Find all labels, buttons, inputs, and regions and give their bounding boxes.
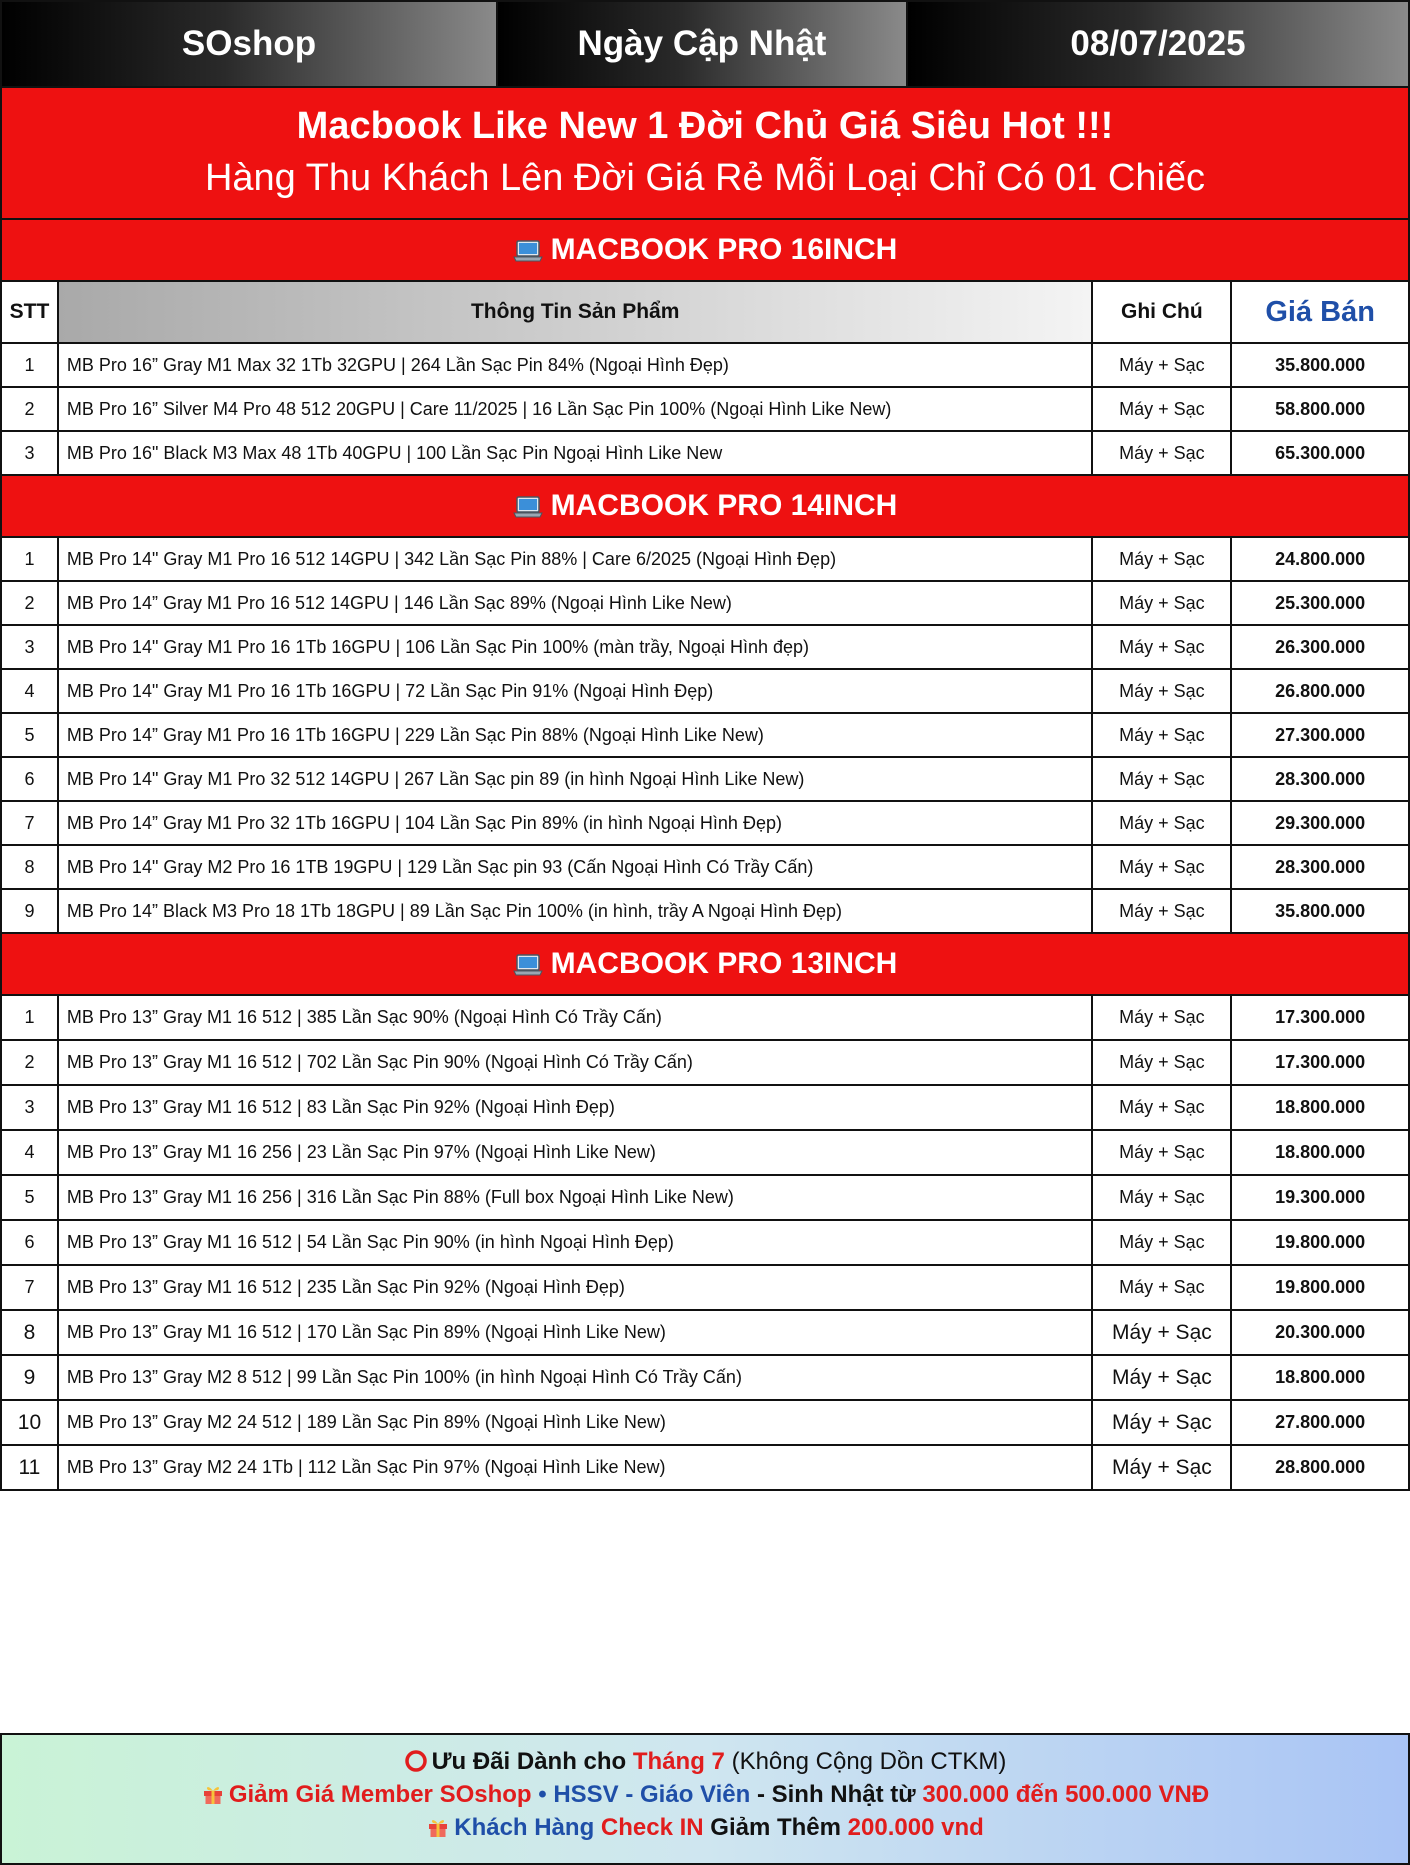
product-note: Máy + Sạc bbox=[1093, 344, 1232, 386]
table-row bbox=[0, 1401, 1410, 1446]
product-price: 35.800.000 bbox=[1232, 890, 1410, 932]
table-row bbox=[0, 1221, 1410, 1266]
product-note: Máy + Sạc bbox=[1093, 432, 1232, 474]
row-index: 4 bbox=[2, 1131, 59, 1174]
product-note: Máy + Sạc bbox=[1093, 758, 1232, 800]
promo-footer bbox=[0, 1733, 1410, 1865]
table-row bbox=[0, 714, 1410, 758]
section-title: MACBOOK PRO 14INCH bbox=[550, 489, 898, 522]
product-note: Máy + Sạc bbox=[1093, 890, 1232, 932]
product-price: 19.800.000 bbox=[1232, 1266, 1410, 1309]
table-row bbox=[0, 344, 1410, 388]
banner-headline: Macbook Like New 1 Đời Chủ Giá Siêu Hot !!! bbox=[296, 105, 1114, 147]
table-row bbox=[0, 1356, 1410, 1401]
row-index: 1 bbox=[2, 996, 59, 1039]
product-note: Máy + Sạc bbox=[1093, 1176, 1232, 1219]
product-info: MB Pro 14" Gray M1 Pro 16 1Tb 16GPU | 106 Lần Sạc Pin 100% (màn trầy, Ngoại Hình đẹp) bbox=[59, 626, 1094, 668]
laptop-icon bbox=[513, 240, 543, 262]
product-price: 17.300.000 bbox=[1232, 1041, 1410, 1084]
product-note: Máy + Sạc bbox=[1093, 1446, 1232, 1489]
table-row bbox=[0, 1446, 1410, 1491]
product-price: 19.800.000 bbox=[1232, 1221, 1410, 1264]
price-table bbox=[0, 220, 1410, 1491]
product-note: Máy + Sạc bbox=[1093, 714, 1232, 756]
row-index: 6 bbox=[2, 1221, 59, 1264]
product-info: MB Pro 16” Silver M4 Pro 48 512 20GPU | Care 11/2025 | 16 Lần Sạc Pin 100% (Ngoại Hình Like New) bbox=[59, 388, 1094, 430]
row-index: 8 bbox=[2, 1311, 59, 1354]
product-price: 58.800.000 bbox=[1232, 388, 1410, 430]
row-index: 5 bbox=[2, 714, 59, 756]
product-price: 17.300.000 bbox=[1232, 996, 1410, 1039]
product-note: Máy + Sạc bbox=[1093, 538, 1232, 580]
product-info: MB Pro 13” Gray M1 16 512 | 170 Lần Sạc Pin 89% (Ngoại Hình Like New) bbox=[59, 1311, 1094, 1354]
product-info: MB Pro 13” Gray M1 16 256 | 316 Lần Sạc Pin 88% (Full box Ngoại Hình Like New) bbox=[59, 1176, 1094, 1219]
product-note: Máy + Sạc bbox=[1093, 1311, 1232, 1354]
product-price: 19.300.000 bbox=[1232, 1176, 1410, 1219]
table-row bbox=[0, 758, 1410, 802]
promo-banner bbox=[0, 88, 1410, 220]
circle-icon bbox=[404, 1749, 428, 1773]
row-index: 3 bbox=[2, 432, 59, 474]
product-note: Máy + Sạc bbox=[1093, 802, 1232, 844]
product-info: MB Pro 13” Gray M1 16 512 | 83 Lần Sạc Pin 92% (Ngoại Hình Đẹp) bbox=[59, 1086, 1094, 1129]
table-row bbox=[0, 1131, 1410, 1176]
row-index: 4 bbox=[2, 670, 59, 712]
row-index: 6 bbox=[2, 758, 59, 800]
product-info: MB Pro 14” Gray M1 Pro 16 512 14GPU | 146 Lần Sạc 89% (Ngoại Hình Like New) bbox=[59, 582, 1094, 624]
product-info: MB Pro 14" Gray M1 Pro 32 512 14GPU | 267 Lần Sạc pin 89 (in hình Ngoại Hình Like New) bbox=[59, 758, 1094, 800]
product-info: MB Pro 13” Gray M2 24 1Tb | 112 Lần Sạc Pin 97% (Ngoại Hình Like New) bbox=[59, 1446, 1094, 1489]
product-note: Máy + Sạc bbox=[1093, 1356, 1232, 1399]
table-row bbox=[0, 890, 1410, 934]
row-index: 5 bbox=[2, 1176, 59, 1219]
product-note: Máy + Sạc bbox=[1093, 1086, 1232, 1129]
row-index: 10 bbox=[2, 1401, 59, 1444]
product-price: 27.300.000 bbox=[1232, 714, 1410, 756]
top-header bbox=[0, 0, 1410, 88]
table-row bbox=[0, 670, 1410, 714]
row-index: 2 bbox=[2, 582, 59, 624]
product-info: MB Pro 14" Gray M2 Pro 16 1TB 19GPU | 129 Lần Sạc pin 93 (Cấn Ngoại Hình Có Trầy Cấn) bbox=[59, 846, 1094, 888]
product-info: MB Pro 13” Gray M1 16 512 | 54 Lần Sạc Pin 90% (in hình Ngoại Hình Đẹp) bbox=[59, 1221, 1094, 1264]
update-date: 08/07/2025 bbox=[908, 2, 1408, 86]
product-note: Máy + Sạc bbox=[1093, 1221, 1232, 1264]
product-info: MB Pro 14” Gray M1 Pro 32 1Tb 16GPU | 104 Lần Sạc Pin 89% (in hình Ngoại Hình Đẹp) bbox=[59, 802, 1094, 844]
product-price: 18.800.000 bbox=[1232, 1086, 1410, 1129]
section-header bbox=[0, 476, 1410, 538]
row-index: 9 bbox=[2, 890, 59, 932]
product-info: MB Pro 13” Gray M2 24 512 | 189 Lần Sạc Pin 89% (Ngoại Hình Like New) bbox=[59, 1401, 1094, 1444]
product-info: MB Pro 14" Gray M1 Pro 16 512 14GPU | 342 Lần Sạc Pin 88% | Care 6/2025 (Ngoại Hình Đẹp) bbox=[59, 538, 1094, 580]
product-note: Máy + Sạc bbox=[1093, 1401, 1232, 1444]
footer-line-1: Ưu Đãi Dành cho Tháng 7 (Không Cộng Dồn CTKM) bbox=[2, 1745, 1408, 1778]
table-row bbox=[0, 1086, 1410, 1131]
product-price: 28.800.000 bbox=[1232, 1446, 1410, 1489]
product-info: MB Pro 14” Gray M1 Pro 16 1Tb 16GPU | 229 Lần Sạc Pin 88% (Ngoại Hình Like New) bbox=[59, 714, 1094, 756]
footer-line-2: Giảm Giá Member SOshop • HSSV - Giáo Viên - Sinh Nhật từ 300.000 đến 500.000 VNĐ bbox=[2, 1778, 1408, 1811]
table-row bbox=[0, 846, 1410, 890]
laptop-icon bbox=[513, 954, 543, 976]
product-note: Máy + Sạc bbox=[1093, 1266, 1232, 1309]
section-title: MACBOOK PRO 13INCH bbox=[550, 947, 898, 980]
product-info: MB Pro 16" Black M3 Max 48 1Tb 40GPU | 100 Lần Sạc Pin Ngoại Hình Like New bbox=[59, 432, 1094, 474]
product-price: 26.800.000 bbox=[1232, 670, 1410, 712]
product-note: Máy + Sạc bbox=[1093, 1041, 1232, 1084]
table-row bbox=[0, 1176, 1410, 1221]
column-header-row bbox=[0, 282, 1410, 344]
row-index: 11 bbox=[2, 1446, 59, 1489]
row-index: 7 bbox=[2, 802, 59, 844]
product-price: 28.300.000 bbox=[1232, 758, 1410, 800]
section-header bbox=[0, 220, 1410, 282]
table-row bbox=[0, 996, 1410, 1041]
product-info: MB Pro 13” Gray M1 16 512 | 385 Lần Sạc 90% (Ngoại Hình Có Trầy Cấn) bbox=[59, 996, 1094, 1039]
table-row bbox=[0, 1266, 1410, 1311]
product-note: Máy + Sạc bbox=[1093, 1131, 1232, 1174]
product-note: Máy + Sạc bbox=[1093, 670, 1232, 712]
row-index: 2 bbox=[2, 388, 59, 430]
product-price: 65.300.000 bbox=[1232, 432, 1410, 474]
product-info: MB Pro 13” Gray M1 16 512 | 702 Lần Sạc Pin 90% (Ngoại Hình Có Trầy Cấn) bbox=[59, 1041, 1094, 1084]
column-header-stt: STT bbox=[2, 282, 59, 342]
table-row bbox=[0, 538, 1410, 582]
column-header-info: Thông Tin Sản Phẩm bbox=[59, 282, 1094, 342]
product-info: MB Pro 13” Gray M2 8 512 | 99 Lần Sạc Pin 100% (in hình Ngoại Hình Có Trầy Cấn) bbox=[59, 1356, 1094, 1399]
column-header-price: Giá Bán bbox=[1232, 282, 1410, 342]
table-row bbox=[0, 432, 1410, 476]
table-row bbox=[0, 802, 1410, 846]
laptop-icon bbox=[513, 496, 543, 518]
product-price: 35.800.000 bbox=[1232, 344, 1410, 386]
product-info: MB Pro 14" Gray M1 Pro 16 1Tb 16GPU | 72 Lần Sạc Pin 91% (Ngoại Hình Đẹp) bbox=[59, 670, 1094, 712]
product-info: MB Pro 14” Black M3 Pro 18 1Tb 18GPU | 89 Lần Sạc Pin 100% (in hình, trầy A Ngoại Hình Đẹp) bbox=[59, 890, 1094, 932]
product-price: 18.800.000 bbox=[1232, 1131, 1410, 1174]
row-index: 1 bbox=[2, 538, 59, 580]
product-note: Máy + Sạc bbox=[1093, 388, 1232, 430]
gift-icon bbox=[201, 1782, 225, 1806]
row-index: 9 bbox=[2, 1356, 59, 1399]
update-label: Ngày Cập Nhật bbox=[498, 2, 908, 86]
section-header bbox=[0, 934, 1410, 996]
banner-subline: Hàng Thu Khách Lên Đời Giá Rẻ Mỗi Loại Chỉ Có 01 Chiếc bbox=[204, 157, 1206, 199]
product-info: MB Pro 16” Gray M1 Max 32 1Tb 32GPU | 264 Lần Sạc Pin 84% (Ngoại Hình Đẹp) bbox=[59, 344, 1094, 386]
product-price: 25.300.000 bbox=[1232, 582, 1410, 624]
product-note: Máy + Sạc bbox=[1093, 996, 1232, 1039]
product-price: 28.300.000 bbox=[1232, 846, 1410, 888]
product-price: 24.800.000 bbox=[1232, 538, 1410, 580]
product-note: Máy + Sạc bbox=[1093, 626, 1232, 668]
footer-line-3: Khách Hàng Check IN Giảm Thêm 200.000 vnd bbox=[2, 1811, 1408, 1844]
row-index: 1 bbox=[2, 344, 59, 386]
table-row bbox=[0, 1311, 1410, 1356]
product-price: 26.300.000 bbox=[1232, 626, 1410, 668]
row-index: 3 bbox=[2, 626, 59, 668]
shop-name: SOshop bbox=[2, 2, 498, 86]
product-price: 29.300.000 bbox=[1232, 802, 1410, 844]
row-index: 2 bbox=[2, 1041, 59, 1084]
product-info: MB Pro 13” Gray M1 16 512 | 235 Lần Sạc Pin 92% (Ngoại Hình Đẹp) bbox=[59, 1266, 1094, 1309]
product-price: 27.800.000 bbox=[1232, 1401, 1410, 1444]
row-index: 3 bbox=[2, 1086, 59, 1129]
product-note: Máy + Sạc bbox=[1093, 582, 1232, 624]
section-title: MACBOOK PRO 16INCH bbox=[550, 233, 898, 266]
column-header-note: Ghi Chú bbox=[1093, 282, 1232, 342]
product-price: 18.800.000 bbox=[1232, 1356, 1410, 1399]
table-row bbox=[0, 1041, 1410, 1086]
table-row bbox=[0, 582, 1410, 626]
row-index: 7 bbox=[2, 1266, 59, 1309]
product-note: Máy + Sạc bbox=[1093, 846, 1232, 888]
product-price: 20.300.000 bbox=[1232, 1311, 1410, 1354]
row-index: 8 bbox=[2, 846, 59, 888]
table-row bbox=[0, 626, 1410, 670]
table-row bbox=[0, 388, 1410, 432]
product-info: MB Pro 13” Gray M1 16 256 | 23 Lần Sạc Pin 97% (Ngoại Hình Like New) bbox=[59, 1131, 1094, 1174]
gift-icon bbox=[426, 1815, 450, 1839]
